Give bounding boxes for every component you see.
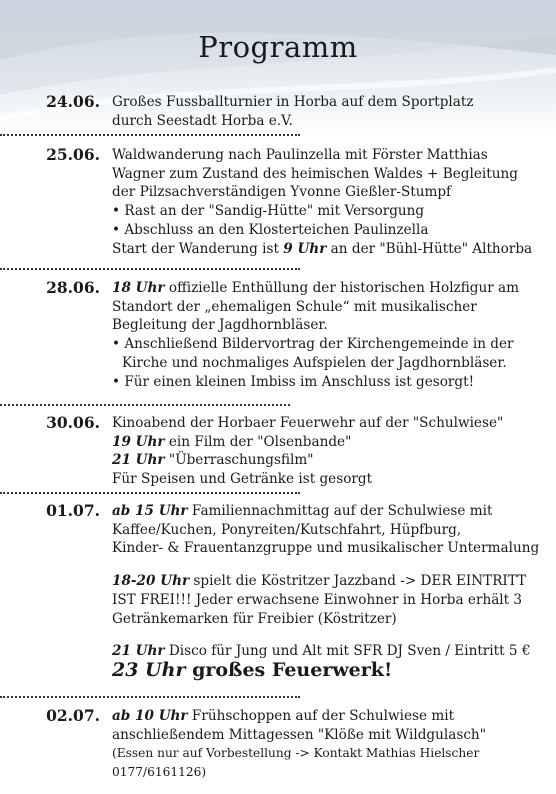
entry-bullet: • Abschluss an den Klosterteichen Paulinzella (112, 221, 429, 238)
entry-start-line (112, 240, 544, 259)
start-text-pre: Start der Wanderung ist (112, 240, 284, 257)
event-time: ab 10 Uhr (112, 708, 188, 724)
entry-date: 28.06. (46, 278, 100, 297)
entry-content (112, 414, 544, 489)
event-time: 18-20 Uhr (112, 573, 190, 590)
entry-time-line (112, 433, 544, 452)
entry-time-line (112, 502, 544, 521)
event-text: ein Film der "Olsenbande" (164, 433, 352, 450)
entry-time-line (112, 707, 544, 726)
entry-line: Kinoabend der Horbaer Feuerwehr auf der "Schulwiese" (112, 415, 504, 431)
entry-first-line (112, 279, 544, 298)
event-text: "Überraschungsfilm" (164, 452, 314, 469)
dotted-separator (0, 492, 300, 494)
start-text-post: an der "Bühl-Hütte" Althorba (326, 240, 533, 257)
event-time: ab 15 Uhr (112, 503, 188, 519)
entry-bullet: • Rast an der "Sandig-Hütte" mit Versorgung (112, 203, 425, 220)
event-time: 21 Uhr (112, 643, 165, 660)
entry-bullet: • Für einen kleinen Imbiss im Anschluss ist gesorgt! (112, 373, 475, 390)
entry-line: Begleitung der Jagdhornbläser. (112, 317, 328, 334)
entry-line: Kaffee/Kuchen, Ponyreiten/Kutschfahrt, Hüpfburg, (112, 521, 462, 538)
entry-date: 24.06. (46, 92, 100, 111)
event-text: Familiennachmittag auf der Schulwiese mit (187, 503, 493, 519)
entry-line: Kinder- & Frauentanzgruppe und musikalischer Untermalung (112, 540, 540, 557)
start-time: 9 Uhr (283, 240, 327, 257)
dotted-separator (0, 134, 300, 136)
entry-time-line (112, 451, 544, 470)
event-time: 21 Uhr (112, 452, 165, 469)
entry-content (112, 707, 544, 782)
event-text: offizielle Enthüllung der historischen Holzfigur am (164, 280, 520, 296)
entry-content (112, 146, 544, 258)
entry-time-line (112, 572, 544, 591)
entry-line: Getränkemarken für Freibier (Köstritzer) (112, 610, 397, 627)
entry-bullet-continuation: Kirche und nochmaliges Aufspielen der Jagdhornbläser. (122, 354, 507, 371)
entry-line: Waldwanderung nach Paulinzella mit Förster Matthias (112, 147, 488, 163)
entry-date: 25.06. (46, 145, 100, 164)
entry-date: 30.06. (46, 413, 100, 432)
event-time: 19 Uhr (112, 433, 165, 450)
entry-content (112, 502, 544, 680)
fireworks-time: 23 Uhr (112, 658, 186, 681)
entry-line: durch Seestadt Horba e.V. (112, 112, 293, 129)
entry-note: (Essen nur auf Vorbestellung -> Kontakt Mathias Hielscher 0177/6161126) (112, 746, 480, 780)
entry-line: anschließendem Mittagessen "Klöße mit Wildgulasch" (112, 726, 486, 743)
entry-line: Wagner zum Zustand des heimischen Waldes + Begleitung (112, 165, 518, 182)
event-text: spielt die Köstritzer Jazzband -> DER EINTRITT (189, 573, 527, 590)
page-title: Programm (198, 30, 358, 64)
dotted-separator (0, 268, 300, 270)
entry-line: Standort der „ehemaligen Schule“ mit musikalischer (112, 298, 477, 315)
dotted-separator (0, 404, 290, 406)
entry-line: Großes Fussballturnier in Horba auf dem Sportplatz (112, 94, 474, 110)
event-time: 18 Uhr (112, 280, 165, 296)
fireworks-text: großes Feuerwerk! (185, 658, 393, 681)
entry-line: Für Speisen und Getränke ist gesorgt (112, 471, 373, 488)
entry-date: 02.07. (46, 706, 100, 725)
fireworks-highlight (112, 658, 544, 681)
entry-line: der Pilzsachverständigen Yvonne Gießler-Stumpf (112, 184, 452, 201)
entry-bullet: • Anschließend Bildervortrag der Kirchengemeinde in der (112, 336, 514, 353)
entry-date: 01.07. (46, 501, 100, 520)
event-text: Frühschoppen auf der Schulwiese mit (187, 708, 455, 724)
event-text: Disco für Jung und Alt mit SFR DJ Sven / Eintritt 5 € (164, 643, 531, 660)
entry-line: IST FREI!!! Jeder erwachsene Einwohner in Horba erhält 3 (112, 591, 523, 608)
dotted-separator (0, 696, 300, 698)
entry-content (112, 93, 544, 130)
entry-content (112, 279, 544, 391)
